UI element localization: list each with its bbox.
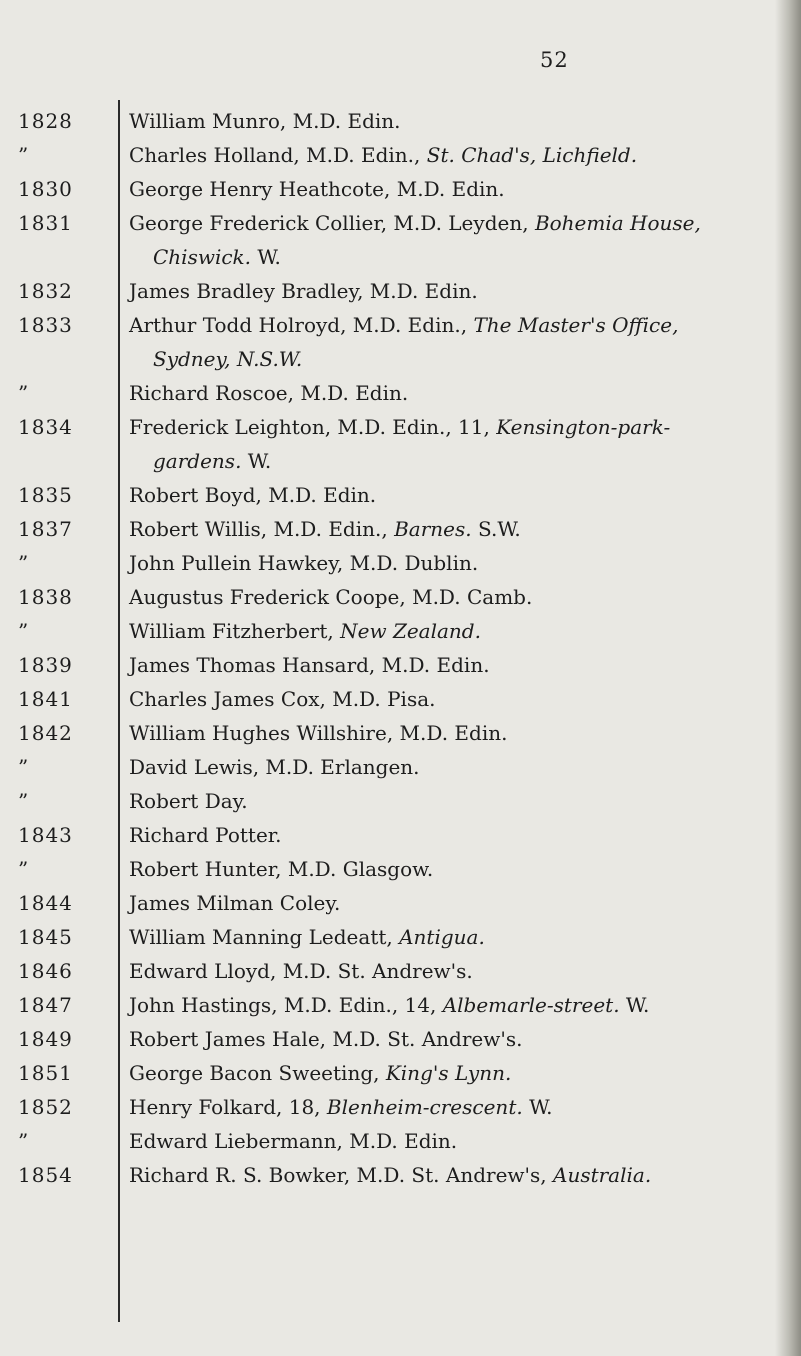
entry-place: Australia. bbox=[553, 1163, 652, 1187]
entry-year: 1841 bbox=[18, 687, 73, 711]
entry-year: 1839 bbox=[18, 653, 73, 677]
entry-year: 1846 bbox=[18, 959, 73, 983]
entry-name: James Milman Coley. bbox=[129, 891, 341, 915]
entry-text bbox=[129, 924, 789, 950]
entry-name: Robert Hunter, M.D. Glasgow. bbox=[129, 857, 434, 881]
entry-text bbox=[129, 414, 789, 440]
entry-place: St. Chad's, Lichfield. bbox=[426, 143, 638, 167]
entry-year: ” bbox=[18, 143, 30, 167]
entry-year: 1837 bbox=[18, 517, 73, 541]
entry-year: 1843 bbox=[18, 823, 73, 847]
entry-text bbox=[129, 618, 789, 644]
entry-name: Arthur Todd Holroyd, M.D. Edin., bbox=[129, 313, 474, 337]
entry-year: ” bbox=[18, 755, 30, 779]
entry-name: William Fitzherbert, bbox=[129, 619, 341, 643]
entry-name: George Henry Heathcote, M.D. Edin. bbox=[129, 177, 505, 201]
entry-text bbox=[129, 142, 789, 168]
entry-name: John Pullein Hawkey, M.D. Dublin. bbox=[129, 551, 479, 575]
entry-place: King's Lynn. bbox=[385, 1061, 512, 1085]
entry-text bbox=[129, 584, 789, 610]
entry-year: 1831 bbox=[18, 211, 73, 235]
entry-name: George Frederick Collier, M.D. Leyden, bbox=[129, 211, 535, 235]
entry-year: 1838 bbox=[18, 585, 73, 609]
column-rule bbox=[118, 100, 120, 1322]
entry-text bbox=[129, 1094, 789, 1120]
entry-tail: W. bbox=[619, 993, 650, 1017]
entry-text bbox=[129, 856, 789, 882]
entry-text bbox=[129, 210, 789, 236]
entry-place-continued: Chiswick. bbox=[153, 245, 252, 269]
entry-place: The Master's Office, bbox=[473, 313, 679, 337]
entry-name: James Thomas Hansard, M.D. Edin. bbox=[129, 653, 490, 677]
entry-name: George Bacon Sweeting, bbox=[129, 1061, 386, 1085]
entry-name: Augustus Frederick Coope, M.D. Camb. bbox=[129, 585, 533, 609]
entry-year: 1852 bbox=[18, 1095, 73, 1119]
entry-text bbox=[129, 1026, 789, 1052]
entry-year: ” bbox=[18, 857, 30, 881]
entry-place-continued: Sydney, N.S.W. bbox=[153, 347, 303, 371]
entry-text bbox=[129, 482, 789, 508]
entry-name: Richard Roscoe, M.D. Edin. bbox=[129, 381, 409, 405]
entry-text bbox=[129, 958, 789, 984]
entry-text bbox=[129, 788, 789, 814]
entry-tail-continued: W. bbox=[241, 449, 272, 473]
entry-text bbox=[129, 278, 789, 304]
entry-year: 1830 bbox=[18, 177, 73, 201]
entry-name: Robert Willis, M.D. Edin., bbox=[129, 517, 395, 541]
entry-name: John Hastings, M.D. Edin., 14, bbox=[129, 993, 443, 1017]
page-number: 52 bbox=[540, 48, 569, 72]
entry-text bbox=[129, 380, 789, 406]
entry-year: 1834 bbox=[18, 415, 73, 439]
entry-continuation bbox=[153, 346, 793, 372]
entry-text bbox=[129, 1128, 789, 1154]
entry-name: Henry Folkard, 18, bbox=[129, 1095, 327, 1119]
entry-text bbox=[129, 992, 789, 1018]
entry-name: Edward Lloyd, M.D. St. Andrew's. bbox=[129, 959, 473, 983]
entry-name: William Manning Ledeatt, bbox=[129, 925, 400, 949]
entry-text bbox=[129, 312, 789, 338]
entry-text bbox=[129, 686, 789, 712]
entry-name: Robert James Hale, M.D. St. Andrew's. bbox=[129, 1027, 523, 1051]
entry-year: ” bbox=[18, 1129, 30, 1153]
entry-year: 1835 bbox=[18, 483, 73, 507]
entry-name: Richard R. S. Bowker, M.D. St. Andrew's, bbox=[129, 1163, 553, 1187]
entry-name: Charles Holland, M.D. Edin., bbox=[129, 143, 427, 167]
entry-name: Frederick Leighton, M.D. Edin., 11, bbox=[129, 415, 497, 439]
entry-name: Robert Day. bbox=[129, 789, 248, 813]
entry-text bbox=[129, 1162, 789, 1188]
entry-year: 1849 bbox=[18, 1027, 73, 1051]
entry-name: Robert Boyd, M.D. Edin. bbox=[129, 483, 377, 507]
entry-place: New Zealand. bbox=[340, 619, 481, 643]
entry-name: William Munro, M.D. Edin. bbox=[129, 109, 401, 133]
entry-year: 1845 bbox=[18, 925, 73, 949]
entry-text bbox=[129, 1060, 789, 1086]
entry-name: Richard Potter. bbox=[129, 823, 282, 847]
entry-text bbox=[129, 652, 789, 678]
entry-year: ” bbox=[18, 381, 30, 405]
entry-name: Edward Liebermann, M.D. Edin. bbox=[129, 1129, 458, 1153]
entry-place: Kensington-park- bbox=[496, 415, 671, 439]
entry-year: ” bbox=[18, 619, 30, 643]
entry-tail: W. bbox=[522, 1095, 553, 1119]
entry-text bbox=[129, 108, 789, 134]
entry-year: 1828 bbox=[18, 109, 73, 133]
entry-name: David Lewis, M.D. Erlangen. bbox=[129, 755, 420, 779]
entry-place: Albemarle-street. bbox=[442, 993, 620, 1017]
entry-tail-continued: W. bbox=[251, 245, 281, 269]
entry-text bbox=[129, 176, 789, 202]
entry-year: 1854 bbox=[18, 1163, 73, 1187]
entry-place: Barnes. bbox=[394, 517, 472, 541]
entry-year: 1847 bbox=[18, 993, 73, 1017]
entry-continuation bbox=[153, 244, 793, 270]
entry-text bbox=[129, 550, 789, 576]
entry-place: Blenheim-crescent. bbox=[326, 1095, 523, 1119]
entry-year: ” bbox=[18, 789, 30, 813]
entry-year: 1844 bbox=[18, 891, 73, 915]
entry-text bbox=[129, 754, 789, 780]
entry-tail: S.W. bbox=[471, 517, 521, 541]
entry-year: 1833 bbox=[18, 313, 73, 337]
entry-name: James Bradley Bradley, M.D. Edin. bbox=[129, 279, 478, 303]
entry-place: Bohemia House, bbox=[534, 211, 701, 235]
entry-year: ” bbox=[18, 551, 30, 575]
entry-year: 1832 bbox=[18, 279, 73, 303]
entry-place: Antigua. bbox=[399, 925, 485, 949]
entry-text bbox=[129, 516, 789, 542]
entry-text bbox=[129, 890, 789, 916]
entry-name: William Hughes Willshire, M.D. Edin. bbox=[129, 721, 508, 745]
entry-text bbox=[129, 822, 789, 848]
entry-year: 1851 bbox=[18, 1061, 73, 1085]
entry-text bbox=[129, 720, 789, 746]
entry-year: 1842 bbox=[18, 721, 73, 745]
entry-name: Charles James Cox, M.D. Pisa. bbox=[129, 687, 436, 711]
entry-continuation bbox=[153, 448, 793, 474]
entry-place-continued: gardens. bbox=[153, 449, 242, 473]
